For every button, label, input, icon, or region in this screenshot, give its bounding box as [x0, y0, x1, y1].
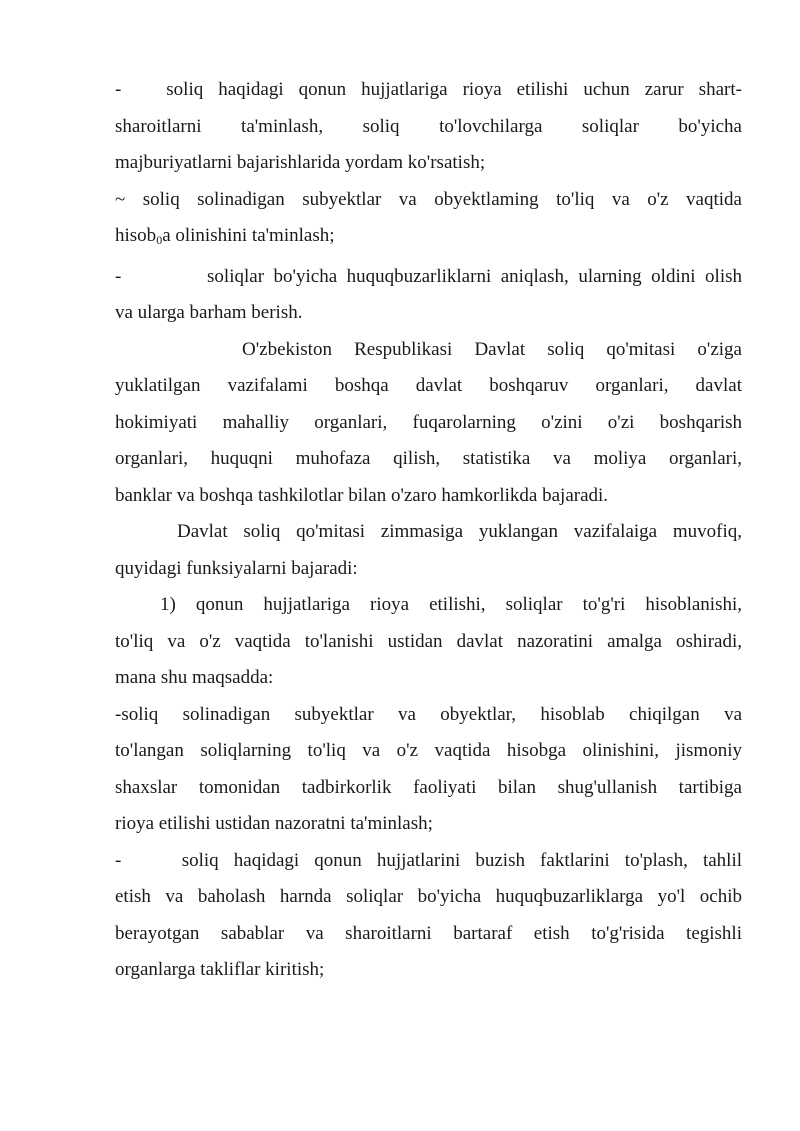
paragraph-1 [115, 72, 742, 182]
text-fragment: hisob [115, 225, 157, 246]
text-line: banklar va boshqa tashkilotlar bilan o'zaro hamkorlikda bajaradi. [115, 484, 609, 506]
text-line: va ularga barham berish. [115, 302, 303, 323]
text-line: organlari, huquqni muhofaza qilish, statistika va moliya organlari, [115, 448, 742, 469]
paragraph-4 [115, 332, 742, 515]
paragraph-6 [115, 587, 742, 697]
text-line: mana shu maqsadda: [115, 667, 274, 688]
text-line: -soliq solinadigan subyektlar va obyektlar, hisoblab chiqilgan va [115, 703, 742, 725]
paragraph-5 [115, 514, 742, 587]
text-line: - soliq haqidagi qonun hujjatlariga rioya etilishi uchun zarur shart- [115, 79, 742, 100]
paragraph-8 [115, 843, 742, 989]
text-line: to'langan soliqlarning to'liq va o'z vaqtida hisobga olinishini, jismoniy [115, 740, 742, 761]
text-line: berayotgan sabablar va sharoitlarni bartaraf etish to'g'risida tegishli [115, 922, 742, 944]
text-line: yuklatilgan vazifalami boshqa davlat boshqaruv organlari, davlat [115, 375, 742, 396]
paragraph-2 [115, 182, 742, 259]
text-line: majburiyatlarni bajarishlarida yordam ko'rsatish; [115, 152, 486, 173]
paragraph-3 [115, 259, 742, 332]
text-line: Davlat soliq qo'mitasi zimmasiga yuklangan vazifalaiga muvofiq, [177, 521, 742, 542]
text-line: sharoitlarni ta'minlash, soliq to'lovchilarga soliqlar bo'yicha [115, 115, 742, 137]
text-line: shaxslar tomonidan tadbirkorlik faoliyati bilan shug'ullanish tartibiga [115, 776, 742, 798]
text-line: 1) qonun hujjatlariga rioya etilishi, soliqlar to'g'ri hisoblanishi, [160, 594, 742, 615]
text-line: to'liq va o'z vaqtida to'lanishi ustidan davlat nazoratini amalga oshiradi, [115, 630, 742, 652]
text-line: organlarga takliflar kiritish; [115, 959, 325, 980]
text-line: O'zbekiston Respublikasi Davlat soliq qo'mitasi o'ziga [242, 338, 742, 360]
text-line: etish va baholash harnda soliqlar bo'yicha huquqbuzarliklarga yo'l ochib [115, 886, 742, 907]
text-line [115, 218, 742, 259]
text-line: rioya etilishi ustidan nazoratni ta'minlash; [115, 813, 433, 834]
subscript-text: 0 [156, 233, 163, 247]
text-fragment: a olinishini ta'minlash; [162, 225, 335, 246]
text-line: hokimiyati mahalliy organlari, fuqarolarning o'zini o'zi boshqarish [115, 411, 742, 433]
text-line: - soliq haqidagi qonun hujjatlarini buzish faktlarini to'plash, tahlil [115, 849, 742, 871]
paragraph-7 [115, 697, 742, 843]
text-line: ~ soliq solinadigan subyektlar va obyektlaming to'liq va o'z vaqtida [115, 188, 742, 210]
document-page [115, 72, 742, 989]
text-line: quyidagi funksiyalarni bajaradi: [115, 557, 358, 579]
text-line: - soliqlar bo'yicha huquqbuzarliklarni aniqlash, ularning oldini olish [115, 265, 742, 287]
